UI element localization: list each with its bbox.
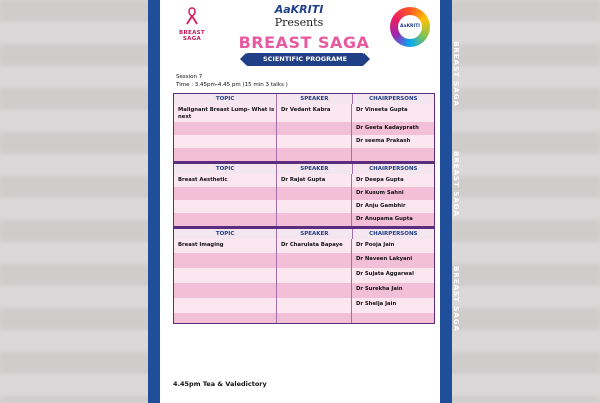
chairpersons-header: CHAIRPERSONS [369,96,418,102]
table-header [174,94,434,104]
speaker-cell [277,313,352,323]
speaker-cell [277,122,352,135]
chair-cell: Dr Anju Gambhir [356,203,406,209]
chair-cell: Dr Pooja Jain [356,242,395,248]
speaker-cell [277,213,352,226]
table-row [174,187,434,200]
topic-cell: Breast Aesthetic [174,174,277,187]
table-row [174,122,434,135]
side-band-label: BREAST SAGA [159,151,168,217]
topic-cell [174,200,277,213]
speaker-cell [277,298,352,313]
topic-cell [174,253,277,268]
table-header [174,229,434,239]
topic-cell [174,268,277,283]
session-label: Session 7 [176,74,203,80]
table-header [174,164,434,174]
talk-section [174,229,434,323]
topic-cell [174,298,277,313]
chair-cell: Dr Surekha Jain [356,286,403,292]
topic-cell [174,122,277,135]
speaker-cell: Dr Vedant Kabra [277,104,352,122]
side-band-label: BREAST SAGA [451,41,460,107]
left-side-band [148,0,168,403]
chair-cell: Dr seema Prakash [356,138,411,144]
talk-section [174,94,434,161]
chair-cell: Dr Shelja Jain [356,301,397,307]
speaker-cell [277,253,352,268]
table-row [174,200,434,213]
table-row [174,148,434,161]
table-row [174,213,434,226]
table-row [174,104,434,122]
side-band-label: BREAST SAGA [451,266,460,332]
chair-cell: Dr Vineeta Gupta [356,107,408,113]
speaker-cell [277,283,352,298]
topic-header: TOPIC [174,94,277,104]
side-band-label: BREAST SAGA [451,151,460,217]
speaker-cell: Dr Charulata Bapaye [277,239,352,253]
chair-cell: Dr Geeta Kadayprath [356,125,419,131]
speaker-cell [277,135,352,148]
side-band-label: BREAST SAGA [159,41,168,107]
chair-cell: Dr Anupama Gupta [356,216,413,222]
session-info [176,73,288,89]
section-rows [174,239,434,323]
topic-cell [174,313,277,323]
table-row [174,283,434,298]
table-row [174,268,434,283]
chairpersons-header: CHAIRPERSONS [369,231,418,237]
programme-table [173,93,435,324]
page-title: BREAST SAGA [238,33,370,52]
right-side-band [440,0,460,403]
badge-label: AaKRITI [398,15,422,39]
speaker-cell [277,187,352,200]
speaker-cell [277,148,352,161]
programme-banner: SCIENTIFIC PROGRAME [246,53,364,66]
brand-name: AaKRITI [274,3,324,16]
logo-caption: BREAST SAGA [179,30,205,42]
table-row [174,313,434,323]
pink-ribbon-icon [182,6,202,26]
table-row [174,253,434,268]
chair-cell [352,313,434,323]
chairpersons-header: CHAIRPERSONS [369,166,418,172]
table-row [174,174,434,187]
table-row [174,135,434,148]
section-rows [174,174,434,226]
topic-header: TOPIC [174,229,277,239]
topic-cell: Breast Imaging [174,239,277,253]
section-rows [174,104,434,161]
speaker-header: SPEAKER [277,229,352,239]
topic-cell [174,135,277,148]
chair-cell: Dr Deepa Gupta [356,177,404,183]
valedictory-note: 4.45pm Tea & Valedictory [173,380,267,388]
chair-cell: Dr Naveen Lakyani [356,256,413,262]
topic-cell [174,148,277,161]
topic-header: TOPIC [174,164,277,174]
talk-section [174,164,434,226]
session-time: Time : 3.45pm-4.45 pm (15 min 3 talks ) [176,82,288,88]
aakriti-badge [390,7,430,47]
topic-cell [174,213,277,226]
speaker-cell [277,200,352,213]
programme-sheet [148,0,460,403]
topic-cell: Malignant Breast Lump- What is next [174,104,277,122]
speaker-cell [277,268,352,283]
chair-cell [352,148,434,161]
presents-text: Presents [274,16,324,29]
speaker-header: SPEAKER [277,164,352,174]
speaker-header: SPEAKER [277,94,352,104]
speaker-cell: Dr Rajat Gupta [277,174,352,187]
table-row [174,298,434,313]
chair-cell: Dr Sujata Aggarwal [356,271,414,277]
topic-cell [174,187,277,200]
chair-cell: Dr Kusum Sahni [356,190,404,196]
table-row [174,239,434,253]
side-band-label: BREAST SAGA [159,266,168,332]
topic-cell [174,283,277,298]
